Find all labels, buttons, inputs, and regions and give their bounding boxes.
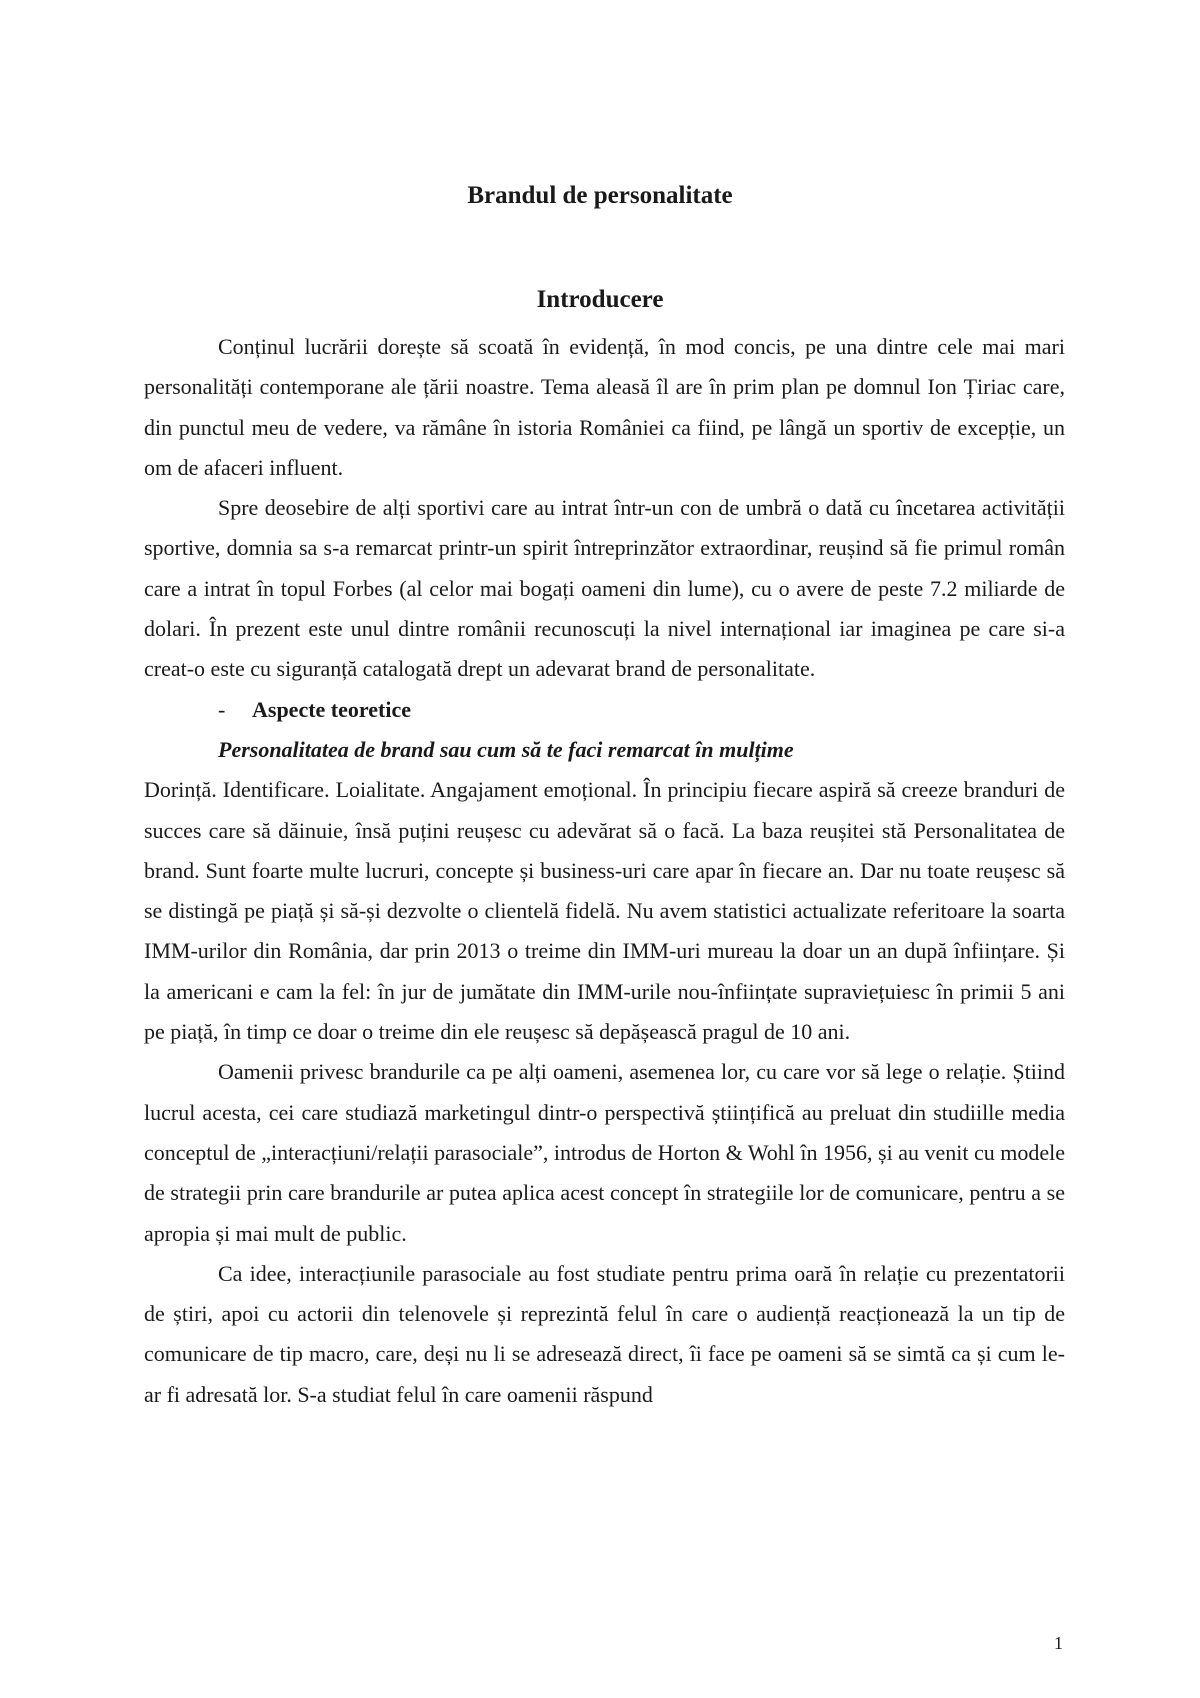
page-number: 1 [1054, 1633, 1063, 1653]
document-title: Brandul de personalitate [467, 182, 733, 209]
document-body [144, 327, 1065, 1415]
section-heading: Introducere [536, 286, 664, 313]
paragraph: Dorință. Identificare. Loialitate. Angajament emoțional. În principiu fiecare aspiră să creeze branduri de succes care să dăinuie, însă puțini reușesc cu adevărat să o facă. La baza reușitei stă Personalitatea de brand. Sunt foarte multe lucruri, concepte și business-uri care apar în fiecare an. Dar nu toate reușesc să se distingă pe piață și să-și dezvolte o clientelă fidelă. Nu avem statistici actualizate referitoare la soarta IMM-urilor din România, dar prin 2013 o treime din IMM-uri mureau la doar un an după înființare. Și la americani e cam la fel: în jur de jumătate din IMM-urile nou-înființate supraviețuiesc în primii 5 ani pe piață, în timp ce doar o treime din ele reușesc să depășească pragul de 10 ani. [144, 777, 1065, 1045]
bullet-item [144, 690, 1065, 730]
paragraph: Ca idee, interacțiunile parasociale au fost studiate pentru prima oară în relație cu prezentatorii de știri, apoi cu actorii din telenovele și reprezintă felul în care o audiență reacționează la un tip de comunicare de tip macro, care, deși nu li se adresează direct, îi face pe oameni să se simtă ca și cum le-ar fi adresată lor. S-a studiat felul în care oamenii răspund [144, 1260, 1065, 1407]
paragraph: Oamenii privesc brandurile ca pe alți oameni, asemenea lor, cu care vor să lege o relație. Știind lucrul acesta, cei care studiază marketingul dintr-o perspectivă științifică au preluat din studiille media conceptul de „interacțiuni/relații parasociale”, introdus de Horton & Wohl în 1956, și au venit cu modele de strategii prin care brandurile ar putea aplica acest concept în strategiile lor de comunicare, pentru a se apropia și mai mult de public. [144, 1059, 1065, 1246]
paragraph: Conținul lucrării dorește să scoată în evidență, în mod concis, pe una dintre cele mai mari personalități contemporane ale țării noastre. Tema aleasă îl are în prim plan pe domnul Ion Țiriac care, din punctul meu de vedere, va rămâne în istoria României ca fiind, pe lângă un sportiv de excepție, un om de afaceri influent. [144, 334, 1065, 480]
paragraph: Spre deosebire de alți sportivi care au intrat într-un con de umbră o dată cu încetarea activității sportive, domnia sa s-a remarcat printr-un spirit întreprinzător extraordinar, reușind să fie primul român care a intrat în topul Forbes (al celor mai bogați oameni din lume), cu o avere de peste 7.2 miliarde de dolari. În prezent este unul dintre românii recunoscuți la nivel internațional iar imaginea pe care si-a creat-o este cu siguranță catalogată drept un adevarat brand de personalitate. [144, 495, 1065, 682]
bullet-dash: - [218, 696, 226, 722]
bullet-label: Aspecte teoretice [252, 696, 411, 722]
subheading: Personalitatea de brand sau cum să te faci remarcat în mulțime [218, 736, 794, 762]
